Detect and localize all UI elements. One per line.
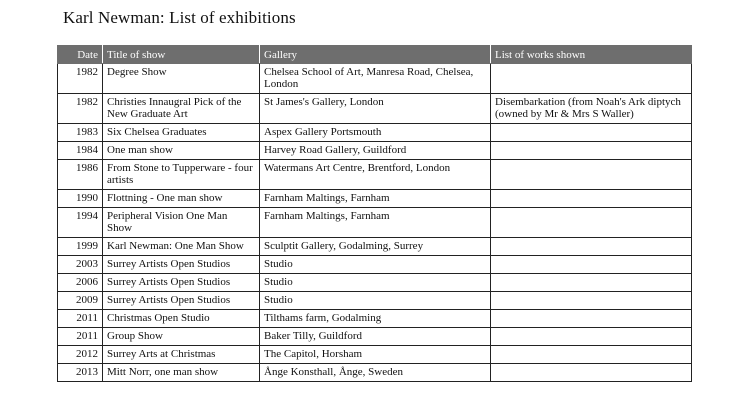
table-row <box>58 310 692 328</box>
cell-works <box>491 310 692 328</box>
cell-works <box>491 256 692 274</box>
table-row <box>58 94 692 124</box>
cell-gallery: Harvey Road Gallery, Guildford <box>260 142 491 160</box>
cell-date: 2011 <box>58 310 103 328</box>
table-row <box>58 256 692 274</box>
cell-title: Peripheral Vision One Man Show <box>103 208 260 238</box>
table-row <box>58 364 692 382</box>
table-row <box>58 208 692 238</box>
cell-works <box>491 274 692 292</box>
header-gallery: Gallery <box>260 46 491 64</box>
table-row <box>58 160 692 190</box>
cell-gallery: Farnham Maltings, Farnham <box>260 208 491 238</box>
cell-date: 1990 <box>58 190 103 208</box>
cell-date: 1982 <box>58 64 103 94</box>
cell-date: 1982 <box>58 94 103 124</box>
cell-works <box>491 124 692 142</box>
cell-gallery: Chelsea School of Art, Manresa Road, Chelsea, London <box>260 64 491 94</box>
cell-title: Surrey Artists Open Studios <box>103 292 260 310</box>
cell-gallery: Watermans Art Centre, Brentford, London <box>260 160 491 190</box>
cell-gallery: The Capitol, Horsham <box>260 346 491 364</box>
cell-date: 1984 <box>58 142 103 160</box>
cell-works: Disembarkation (from Noah's Ark diptych (owned by Mr & Mrs S Waller) <box>491 94 692 124</box>
cell-title: Surrey Artists Open Studios <box>103 256 260 274</box>
cell-date: 2011 <box>58 328 103 346</box>
table-header <box>58 46 692 64</box>
cell-works <box>491 208 692 238</box>
cell-gallery: Ånge Konsthall, Ånge, Sweden <box>260 364 491 382</box>
header-row <box>58 46 692 64</box>
table-row <box>58 124 692 142</box>
cell-works <box>491 64 692 94</box>
cell-date: 1994 <box>58 208 103 238</box>
cell-title: Karl Newman: One Man Show <box>103 238 260 256</box>
cell-title: Group Show <box>103 328 260 346</box>
cell-title: Degree Show <box>103 64 260 94</box>
cell-works <box>491 190 692 208</box>
cell-title: One man show <box>103 142 260 160</box>
cell-gallery: Farnham Maltings, Farnham <box>260 190 491 208</box>
cell-title: Surrey Artists Open Studios <box>103 274 260 292</box>
table-row <box>58 190 692 208</box>
page-title: Karl Newman: List of exhibitions <box>63 8 296 27</box>
exhibitions-table <box>57 45 692 382</box>
table-body <box>58 64 692 382</box>
cell-gallery: Sculptit Gallery, Godalming, Surrey <box>260 238 491 256</box>
cell-gallery: Tilthams farm, Godalming <box>260 310 491 328</box>
table-row <box>58 274 692 292</box>
cell-date: 1983 <box>58 124 103 142</box>
cell-date: 2003 <box>58 256 103 274</box>
cell-gallery: Aspex Gallery Portsmouth <box>260 124 491 142</box>
table-row <box>58 64 692 94</box>
cell-date: 1986 <box>58 160 103 190</box>
cell-title: Surrey Arts at Christmas <box>103 346 260 364</box>
cell-date: 2009 <box>58 292 103 310</box>
table-row <box>58 328 692 346</box>
cell-date: 1999 <box>58 238 103 256</box>
cell-gallery: Studio <box>260 292 491 310</box>
cell-gallery: St James's Gallery, London <box>260 94 491 124</box>
cell-works <box>491 346 692 364</box>
cell-date: 2012 <box>58 346 103 364</box>
cell-gallery: Studio <box>260 274 491 292</box>
cell-title: Flottning - One man show <box>103 190 260 208</box>
header-date: Date <box>58 46 103 64</box>
header-list-of-works: List of works shown <box>491 46 692 64</box>
cell-date: 2013 <box>58 364 103 382</box>
header-title-of-show: Title of show <box>103 46 260 64</box>
cell-gallery: Baker Tilly, Guildford <box>260 328 491 346</box>
table-row <box>58 292 692 310</box>
table-row <box>58 238 692 256</box>
cell-works <box>491 160 692 190</box>
table-row <box>58 346 692 364</box>
cell-title: Mitt Norr, one man show <box>103 364 260 382</box>
cell-works <box>491 238 692 256</box>
table-row <box>58 142 692 160</box>
cell-title: Christies Innaugral Pick of the New Graduate Art <box>103 94 260 124</box>
cell-works <box>491 364 692 382</box>
cell-works <box>491 328 692 346</box>
cell-title: Six Chelsea Graduates <box>103 124 260 142</box>
cell-title: Christmas Open Studio <box>103 310 260 328</box>
cell-works <box>491 292 692 310</box>
cell-date: 2006 <box>58 274 103 292</box>
cell-gallery: Studio <box>260 256 491 274</box>
cell-title: From Stone to Tupperware - four artists <box>103 160 260 190</box>
cell-works <box>491 142 692 160</box>
